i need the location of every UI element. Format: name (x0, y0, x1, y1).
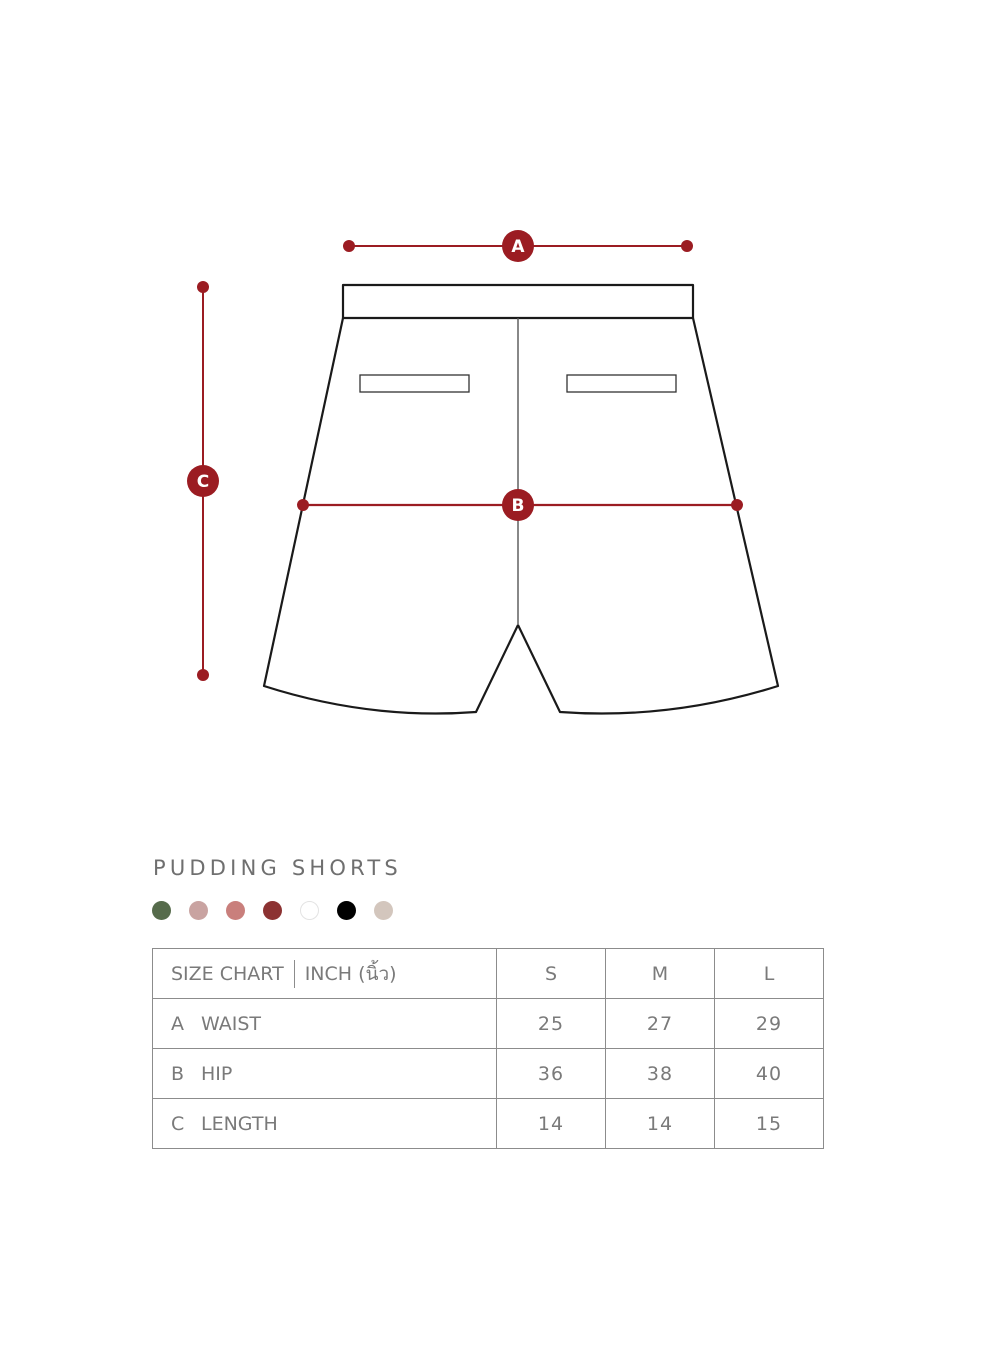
hip-end-dot (731, 499, 743, 511)
row-code: B (171, 1062, 185, 1085)
waist-l-value: 29 (715, 999, 824, 1049)
measure-length (187, 281, 219, 681)
row-code: C (171, 1112, 185, 1135)
measure-waist (343, 230, 693, 262)
hip-start-dot (297, 499, 309, 511)
color-swatch[interactable] (226, 901, 245, 920)
length-start-dot (197, 281, 209, 293)
row-label (153, 1099, 497, 1149)
length-l-value: 15 (715, 1099, 824, 1149)
size-chart-header-row (153, 949, 824, 999)
size-chart-table (152, 948, 824, 1149)
waist-s-value: 25 (497, 999, 606, 1049)
table-row (153, 1099, 824, 1149)
size-chart-title: SIZE CHART (171, 962, 284, 985)
table-row (153, 999, 824, 1049)
header-divider (294, 960, 295, 988)
color-swatch[interactable] (374, 901, 393, 920)
row-name: LENGTH (201, 1112, 278, 1135)
waist-marker-label: A (511, 237, 525, 257)
size-header-m: M (606, 949, 715, 999)
row-label (153, 1049, 497, 1099)
color-swatch[interactable] (337, 901, 356, 920)
length-m-value: 14 (606, 1099, 715, 1149)
size-header-s: S (497, 949, 606, 999)
hip-m-value: 38 (606, 1049, 715, 1099)
row-name: WAIST (201, 1012, 262, 1035)
size-chart-unit: INCH (นิ้ว) (304, 962, 397, 985)
left-pocket (360, 375, 469, 392)
measure-hip (297, 489, 743, 521)
length-marker-label: C (196, 472, 210, 492)
size-header-l: L (715, 949, 824, 999)
waistband (343, 285, 693, 318)
right-pocket (567, 375, 676, 392)
table-row (153, 1049, 824, 1099)
row-code: A (171, 1012, 184, 1035)
waist-start-dot (343, 240, 355, 252)
color-swatch[interactable] (152, 901, 171, 920)
left-leg (264, 318, 518, 714)
hip-s-value: 36 (497, 1049, 606, 1099)
hip-marker-label: B (511, 496, 525, 516)
color-swatches (152, 901, 411, 921)
color-swatch[interactable] (189, 901, 208, 920)
row-name: HIP (201, 1062, 233, 1085)
color-swatch[interactable] (300, 901, 319, 920)
waist-m-value: 27 (606, 999, 715, 1049)
row-label (153, 999, 497, 1049)
length-end-dot (197, 669, 209, 681)
product-title: PUDDING SHORTS (153, 856, 402, 880)
hip-l-value: 40 (715, 1049, 824, 1099)
waist-end-dot (681, 240, 693, 252)
right-leg (518, 318, 778, 714)
size-chart-header-label (153, 949, 497, 999)
length-s-value: 14 (497, 1099, 606, 1149)
color-swatch[interactable] (263, 901, 282, 920)
